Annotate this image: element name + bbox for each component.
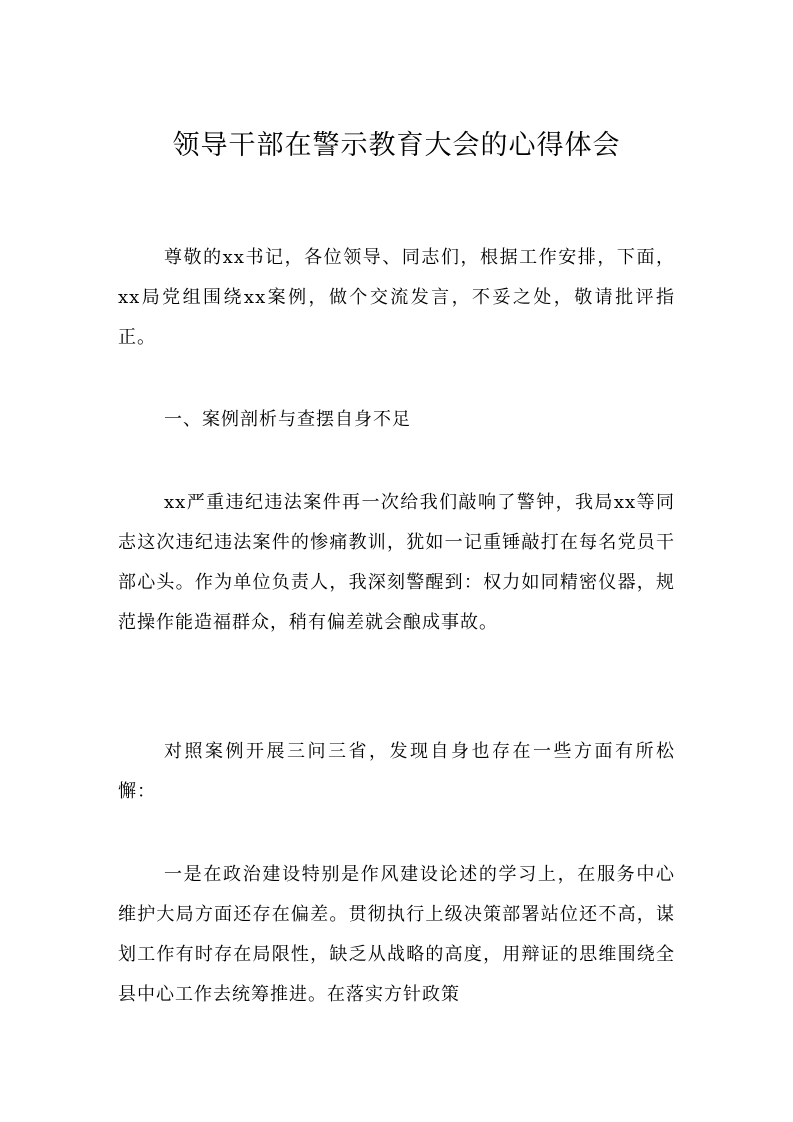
- section-heading: 一、案例剖析与查摆自身不足: [164, 409, 411, 430]
- case-paragraph: xx严重违纪违法案件再一次给我们敲响了警钟，我局xx等同志这次违纪违法案件的惨痛教训，犹如一记重锤敲打在每名党员干部心头。作为单位负责人，我深刻警醒到：权力如同精密仪器，规范操作能造福群众，稍有偏差就会酿成事故。: [118, 492, 675, 633]
- reflection-paragraph: 对照案例开展三问三省，发现自身也存在一些方面有所松懈：: [118, 741, 675, 802]
- point-one-paragraph: 一是在政治建设特别是作风建设论述的学习上，在服务中心维护大局方面还存在偏差。贯彻执行上级决策部署站位还不高，谋划工作有时存在局限性，缺乏从战略的高度，用辩证的思维围绕全县中心工作去统筹推进。在落实方针政策: [118, 864, 675, 1005]
- opening-paragraph: 尊敬的xx书记，各位领导、同志们，根据工作安排，下面，xx局党组围绕xx案例，做个交流发言，不妥之处，敬请批评指正。: [118, 247, 675, 348]
- document-title: 领导干部在警示教育大会的心得体会: [172, 130, 621, 161]
